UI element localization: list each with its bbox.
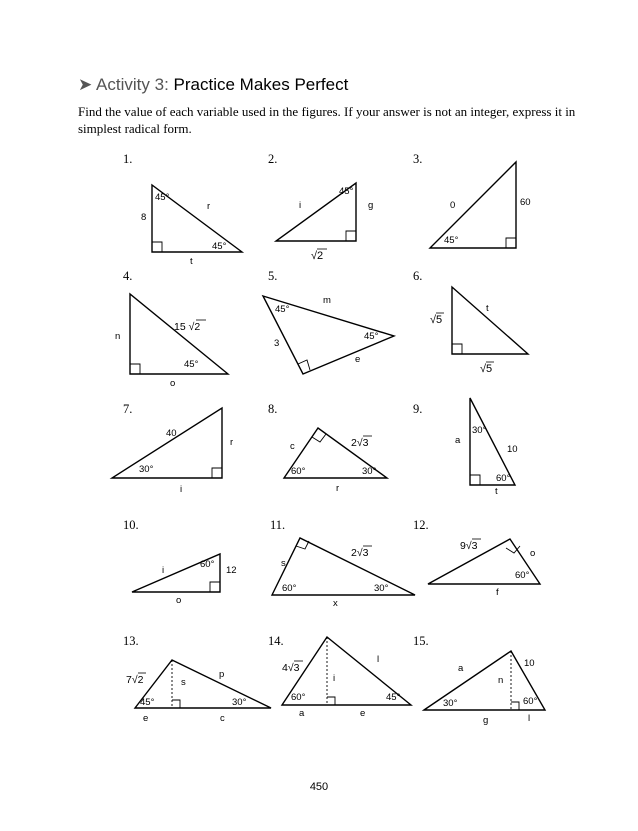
side-label: 3 xyxy=(274,338,280,349)
problem-13 xyxy=(123,634,271,724)
angle-label: 60° xyxy=(200,559,215,570)
angle-label: 30° xyxy=(472,425,487,436)
activity-label: Activity 3: xyxy=(96,75,169,94)
problem-number: 7. xyxy=(123,402,133,416)
side-label: 12 xyxy=(226,565,237,576)
problem-5 xyxy=(263,269,394,374)
angle-label: 45° xyxy=(386,692,401,703)
angle-label: 60° xyxy=(523,696,538,707)
side-label: i xyxy=(162,565,165,576)
side-label: f xyxy=(496,587,499,598)
activity-title: Practice Makes Perfect xyxy=(173,75,349,94)
side-label: 60 xyxy=(520,197,531,208)
angle-label: 60° xyxy=(291,692,306,703)
side-label: i xyxy=(299,200,302,211)
side-label: x xyxy=(333,598,338,609)
side-label: √5 xyxy=(480,363,493,375)
triangle xyxy=(452,287,528,354)
side-label: 8 xyxy=(141,212,147,223)
problem-number: 5. xyxy=(268,269,278,283)
instructions: Find the value of each variable used in the figures. If your answer is not an integer, express it in simplest radical form. xyxy=(78,104,576,136)
side-label: s xyxy=(181,677,186,688)
problem-number: 3. xyxy=(413,152,423,166)
side-label: e xyxy=(143,713,149,724)
right-angle-mark xyxy=(506,238,516,248)
right-angle-mark xyxy=(452,344,462,354)
side-label: t xyxy=(486,303,489,314)
right-angle-mark xyxy=(210,582,220,592)
arrow-icon: ➤ xyxy=(78,75,93,94)
problem-9 xyxy=(413,398,518,497)
side-label: a xyxy=(458,663,464,674)
side-label: c xyxy=(290,441,295,452)
problem-8 xyxy=(268,402,387,494)
right-angle-mark xyxy=(511,702,519,710)
right-angle-mark xyxy=(212,468,222,478)
problem-4 xyxy=(115,269,228,389)
angle-label: 30° xyxy=(443,698,458,709)
side-label: t xyxy=(190,256,193,267)
triangle xyxy=(470,398,515,485)
angle-label: 45° xyxy=(444,235,459,246)
problem-3 xyxy=(413,152,531,248)
side-label: r xyxy=(207,201,211,212)
side-label: l xyxy=(528,713,531,724)
side-label: 10 xyxy=(507,444,518,455)
side-label: e xyxy=(360,708,366,719)
problem-number: 8. xyxy=(268,402,278,416)
problem-number: 10. xyxy=(123,518,139,532)
right-angle-mark xyxy=(152,242,162,252)
right-angle-mark xyxy=(470,475,480,485)
side-label: m xyxy=(323,295,331,306)
side-label: r xyxy=(336,483,340,494)
side-label: o xyxy=(530,548,536,559)
side-label: o xyxy=(170,378,176,389)
side-label: n xyxy=(498,675,504,686)
angle-label: 30° xyxy=(139,464,154,475)
side-label: 2√3 xyxy=(351,437,369,449)
angle-label: 30° xyxy=(362,466,377,477)
problem-2 xyxy=(268,152,373,262)
problem-number: 6. xyxy=(413,269,423,283)
side-label: 0 xyxy=(450,200,456,211)
angle-label: 30° xyxy=(232,697,247,708)
problem-number: 13. xyxy=(123,634,139,648)
angle-label: 45° xyxy=(184,359,199,370)
side-label: 40 xyxy=(166,428,177,439)
angle-label: 60° xyxy=(496,473,511,484)
right-angle-mark xyxy=(312,434,326,442)
problem-number: 12. xyxy=(413,518,429,532)
triangle xyxy=(135,660,271,708)
problem-number: 14. xyxy=(268,634,284,648)
problem-number: 2. xyxy=(268,152,278,166)
side-label: g xyxy=(368,200,374,211)
problem-number: 11. xyxy=(270,518,286,532)
side-label: a xyxy=(299,708,305,719)
problem-number: 4. xyxy=(123,269,133,283)
problem-11 xyxy=(270,518,415,609)
side-label: g xyxy=(483,715,489,726)
side-label: √2 xyxy=(311,250,324,262)
right-angle-mark xyxy=(346,231,356,241)
side-label: √5 xyxy=(430,314,443,326)
angle-label: 45° xyxy=(212,241,227,252)
problem-10 xyxy=(123,518,237,606)
side-label: 10 xyxy=(524,658,535,669)
side-label: p xyxy=(219,669,225,680)
triangle xyxy=(112,408,222,478)
angle-label: 45° xyxy=(339,186,354,197)
side-label: e xyxy=(355,354,361,365)
angle-label: 60° xyxy=(291,466,306,477)
angle-label: 45° xyxy=(140,697,155,708)
side-label: 4√3 xyxy=(282,662,300,674)
angle-label: 45° xyxy=(275,304,290,315)
problem-number: 15. xyxy=(413,634,429,648)
side-label: 9√3 xyxy=(460,540,478,552)
problem-7 xyxy=(112,402,233,495)
problem-6 xyxy=(413,269,528,375)
angle-label: 45° xyxy=(364,331,379,342)
side-label: a xyxy=(455,435,461,446)
side-label: c xyxy=(220,713,225,724)
triangle xyxy=(130,294,228,374)
right-angle-mark xyxy=(327,697,335,705)
side-label: s xyxy=(281,558,286,569)
side-label: 15 √2 xyxy=(174,321,201,333)
problem-number: 1. xyxy=(123,152,133,166)
side-label: o xyxy=(176,595,182,606)
problem-12 xyxy=(413,518,540,598)
side-label: 2√3 xyxy=(351,547,369,559)
page-number: 450 xyxy=(309,781,329,793)
right-angle-mark xyxy=(172,700,180,708)
side-label: i xyxy=(180,484,183,495)
problem-15 xyxy=(413,634,545,726)
angle-label: 30° xyxy=(374,583,389,594)
angle-label: 60° xyxy=(282,583,297,594)
triangle xyxy=(430,162,516,248)
problem-14 xyxy=(268,634,411,719)
side-label: l xyxy=(377,654,380,665)
angle-label: 45° xyxy=(155,192,170,203)
side-label: n xyxy=(115,331,121,342)
right-angle-mark xyxy=(130,364,140,374)
side-label: r xyxy=(230,437,234,448)
side-label: 7√2 xyxy=(126,674,144,686)
side-label: i xyxy=(333,673,336,684)
side-label: t xyxy=(495,486,498,497)
problem-number: 9. xyxy=(413,402,423,416)
angle-label: 60° xyxy=(515,570,530,581)
problem-1 xyxy=(123,152,242,267)
